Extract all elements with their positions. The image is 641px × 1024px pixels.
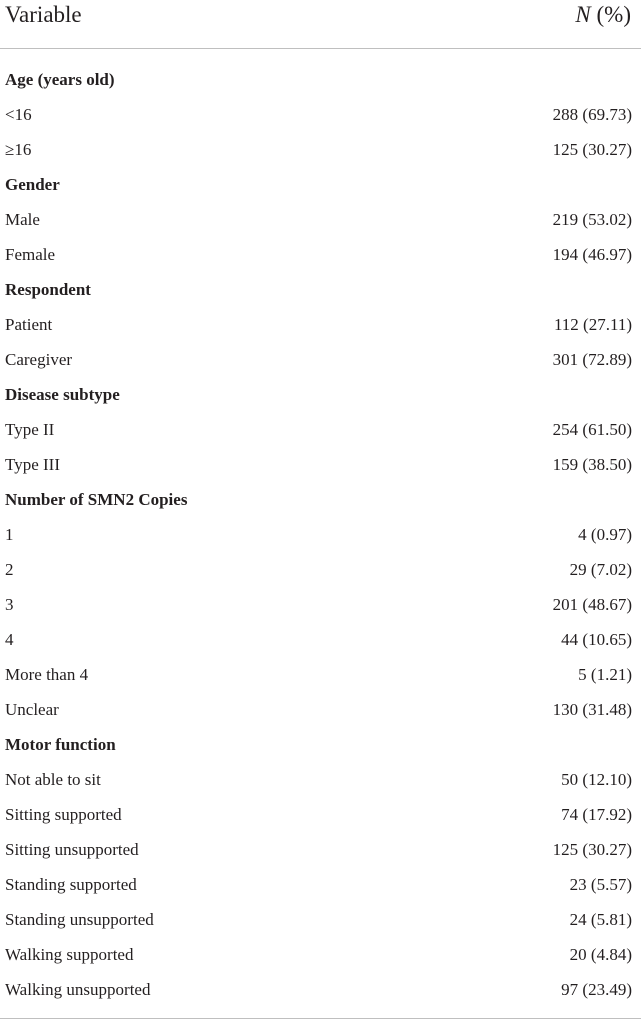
table-bottom-rule [0,1018,641,1019]
group-label: Motor function [5,735,116,754]
row-label: Male [5,210,40,229]
row-value: 5 (1.21) [578,665,632,684]
row-value: 301 (72.89) [552,350,632,369]
row-value: 254 (61.50) [552,420,632,439]
row-label: Sitting unsupported [5,840,139,859]
table-group-row [0,167,641,202]
table-group-row [0,272,641,307]
group-label: Number of SMN2 Copies [5,490,188,509]
group-label: Age (years old) [5,70,115,89]
row-value: 24 (5.81) [569,910,632,929]
table-row [0,132,641,167]
group-label: Disease subtype [5,385,120,404]
row-value: 201 (48.67) [552,595,632,614]
row-value: 20 (4.84) [569,945,632,964]
row-label: <16 [5,105,32,124]
row-label: 3 [5,595,14,614]
table-row [0,657,641,692]
table-group-row [0,482,641,517]
row-label: Caregiver [5,350,73,369]
group-label: Gender [5,175,60,194]
row-value: 130 (31.48) [552,700,632,719]
row-value: 44 (10.65) [561,630,632,649]
table-row [0,237,641,272]
row-label: 1 [5,525,14,544]
table-row [0,867,641,902]
table-group-row [0,62,641,97]
row-label: Type II [5,420,55,439]
row-value: 194 (46.97) [552,245,632,264]
table-row [0,972,641,1007]
table-row [0,762,641,797]
table-group-row [0,377,641,412]
table-row [0,552,641,587]
column-header-n-symbol: N [575,2,591,27]
row-value: 125 (30.27) [552,840,632,859]
row-label: Unclear [5,700,59,719]
row-label: Standing unsupported [5,910,154,929]
column-header-variable: Variable [5,2,82,27]
row-value: 219 (53.02) [552,210,632,229]
table-header [0,0,641,49]
group-label: Respondent [5,280,91,299]
table-row [0,202,641,237]
row-label: Walking unsupported [5,980,151,999]
row-value: 112 (27.11) [553,315,632,334]
table-row [0,902,641,937]
table-row [0,937,641,972]
row-label: More than 4 [5,665,89,684]
table-row [0,307,641,342]
row-label: Patient [5,315,53,334]
row-label: Female [5,245,56,264]
row-label: Standing supported [5,875,137,894]
row-value: 159 (38.50) [552,455,632,474]
row-label: Walking supported [5,945,134,964]
table-row [0,622,641,657]
column-header-n-unit: (%) [590,2,631,27]
table-body [0,62,641,1007]
row-label: Not able to sit [5,770,101,789]
table-row [0,342,641,377]
table-row [0,517,641,552]
row-value: 29 (7.02) [569,560,632,579]
table-row [0,797,641,832]
table-row [0,587,641,622]
table-row [0,692,641,727]
row-label: Sitting supported [5,805,122,824]
row-value: 23 (5.57) [569,875,632,894]
row-value: 97 (23.49) [561,980,632,999]
table-row [0,832,641,867]
row-label: Type III [5,455,60,474]
header-divider [0,48,641,49]
row-value: 125 (30.27) [552,140,632,159]
table-row [0,412,641,447]
table-row [0,447,641,482]
row-label: 4 [5,630,14,649]
row-value: 50 (12.10) [561,770,632,789]
row-label: ≥16 [5,140,32,159]
table-group-row [0,727,641,762]
table-row [0,97,641,132]
row-value: 288 (69.73) [552,105,632,124]
row-value: 74 (17.92) [561,805,632,824]
row-value: 4 (0.97) [578,525,632,544]
column-header-n [575,0,631,30]
row-label: 2 [5,560,14,579]
